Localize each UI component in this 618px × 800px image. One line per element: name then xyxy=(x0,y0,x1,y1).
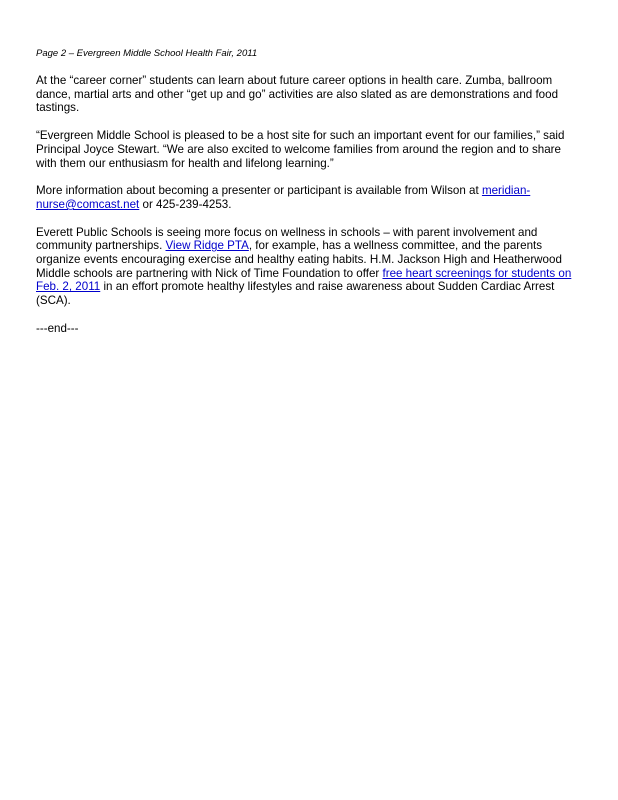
view-ridge-pta-link[interactable]: View Ridge PTA xyxy=(165,239,249,253)
paragraph-career-corner: At the “career corner” students can learn about future career options in health care. Zumba, ballroom dance, martial arts and other “get up and go” activities are also slated as are demonstrations and food tastings. xyxy=(36,74,559,115)
end-marker: ---end--- xyxy=(36,321,79,335)
paragraph-principal-quote: “Evergreen Middle School is pleased to be a host site for such an important event for our families,” said Principal Joyce Stewart. “We are also excited to welcome families from around the region and to share with them our enthusiasm for health and lifelong learning.” xyxy=(36,129,565,170)
contact-text-after: or 425-239-4253. xyxy=(139,197,232,211)
email-link[interactable]: meridian-nurse@comcast.net xyxy=(36,184,531,211)
wellness-text-3: in an effort promote healthy lifestyles and raise awareness about Sudden Cardiac Arrest (SCA). xyxy=(36,280,555,308)
heart-screenings-link[interactable]: free heart screenings for students on Feb. 2, 2011 xyxy=(36,266,572,294)
paragraph-contact-info xyxy=(36,184,582,211)
paragraph-wellness-focus xyxy=(36,226,582,308)
document-page xyxy=(36,48,582,350)
page-header: Page 2 – Evergreen Middle School Health Fair, 2011 xyxy=(36,48,258,59)
contact-text-before: More information about becoming a presenter or participant is available from Wilson at xyxy=(36,184,482,198)
wellness-text-1: Everett Public Schools is seeing more focus on wellness in schools – with parent involvement and community partnerships. xyxy=(36,225,538,253)
wellness-text-2: , for example, has a wellness committee, and the parents organize events encouraging exercise and healthy eating habits. H.M. Jackson High and Heatherwood Middle schools are partnering with Nick of Time Foundation to offer xyxy=(36,239,562,280)
